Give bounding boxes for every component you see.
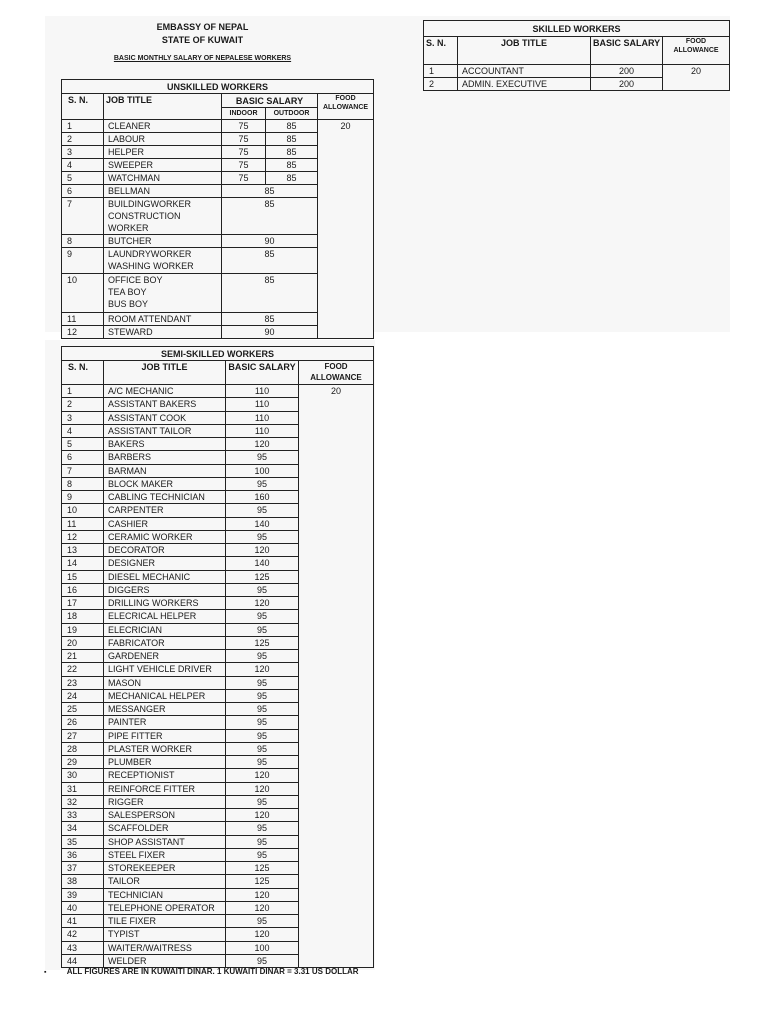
unskilled-sn: 8 xyxy=(62,235,104,248)
semi-salary: 95 xyxy=(226,530,299,543)
semi-sn: 33 xyxy=(62,809,104,822)
semi-salary: 120 xyxy=(226,901,299,914)
semi-job: DRILLING WORKERS xyxy=(104,597,226,610)
semi-sn: 30 xyxy=(62,769,104,782)
unskilled-indoor: 75 xyxy=(222,133,266,146)
semi-salary: 110 xyxy=(226,411,299,424)
semi-job: A/C MECHANIC xyxy=(104,385,226,398)
semi-job: PLUMBER xyxy=(104,756,226,769)
semi-salary: 95 xyxy=(226,583,299,596)
semi-sn: 26 xyxy=(62,716,104,729)
semi-sn: 28 xyxy=(62,742,104,755)
skilled-header-food: FOOD ALLOWANCE xyxy=(663,37,730,65)
semi-sn: 27 xyxy=(62,729,104,742)
semi-salary: 100 xyxy=(226,464,299,477)
unskilled-header-job: JOB TITLE xyxy=(104,94,222,120)
unskilled-workers-table xyxy=(61,79,374,339)
semi-job: STOREKEEPER xyxy=(104,862,226,875)
unskilled-sn: 4 xyxy=(62,159,104,172)
semi-job: PIPE FITTER xyxy=(104,729,226,742)
semi-job: FABRICATOR xyxy=(104,636,226,649)
semi-sn: 40 xyxy=(62,901,104,914)
unskilled-job: BUILDINGWORKER CONSTRUCTION WORKER xyxy=(104,198,222,235)
semi-job: TYPIST xyxy=(104,928,226,941)
skilled-table-title: SKILLED WORKERS xyxy=(424,21,730,37)
semi-header-job: JOB TITLE xyxy=(104,361,226,385)
semi-sn: 39 xyxy=(62,888,104,901)
semi-salary: 95 xyxy=(226,703,299,716)
semi-job: TILE FIXER xyxy=(104,915,226,928)
semi-sn: 17 xyxy=(62,597,104,610)
skilled-food-value: 20 xyxy=(663,65,730,91)
unskilled-food-value: 20 xyxy=(318,120,374,339)
semi-salary: 120 xyxy=(226,928,299,941)
semi-salary: 95 xyxy=(226,504,299,517)
semi-sn: 8 xyxy=(62,477,104,490)
semi-job: SALESPERSON xyxy=(104,809,226,822)
semi-salary: 95 xyxy=(226,822,299,835)
unskilled-job: STEWARD xyxy=(104,326,222,339)
unskilled-sn: 2 xyxy=(62,133,104,146)
unskilled-indoor: 75 xyxy=(222,120,266,133)
unskilled-sn: 5 xyxy=(62,172,104,185)
semi-sn: 25 xyxy=(62,703,104,716)
semi-sn: 35 xyxy=(62,835,104,848)
semi-job: SHOP ASSISTANT xyxy=(104,835,226,848)
semi-job: RECEPTIONIST xyxy=(104,769,226,782)
semi-salary: 125 xyxy=(226,875,299,888)
semi-header-food: FOOD ALLOWANCE xyxy=(299,361,374,385)
semi-job: DIGGERS xyxy=(104,583,226,596)
unskilled-outdoor: 85 xyxy=(266,159,318,172)
semi-salary: 110 xyxy=(226,385,299,398)
unskilled-outdoor: 85 xyxy=(266,172,318,185)
skilled-job: ADMIN. EXECUTIVE xyxy=(458,78,591,91)
unskilled-job: SWEEPER xyxy=(104,159,222,172)
semi-salary: 95 xyxy=(226,915,299,928)
unskilled-header-indoor: INDOOR xyxy=(222,108,266,120)
unskilled-job: BUTCHER xyxy=(104,235,222,248)
semi-sn: 23 xyxy=(62,676,104,689)
semi-salary: 95 xyxy=(226,623,299,636)
semi-sn: 19 xyxy=(62,623,104,636)
semi-job: MASON xyxy=(104,676,226,689)
semi-job: GARDENER xyxy=(104,650,226,663)
unskilled-job: ROOM ATTENDANT xyxy=(104,313,222,326)
skilled-header-sn: S. N. xyxy=(424,37,458,65)
state-title: STATE OF KUWAIT xyxy=(161,35,244,45)
unskilled-outdoor: 85 xyxy=(266,146,318,159)
unskilled-outdoor: 85 xyxy=(266,120,318,133)
skilled-workers-table xyxy=(423,20,730,91)
semi-sn: 18 xyxy=(62,610,104,623)
semi-salary: 95 xyxy=(226,756,299,769)
semi-job: LIGHT VEHICLE DRIVER xyxy=(104,663,226,676)
semi-salary: 120 xyxy=(226,769,299,782)
table-row xyxy=(424,65,730,78)
skilled-header-salary: BASIC SALARY xyxy=(591,37,663,65)
semi-job: WAITER/WAITRESS xyxy=(104,941,226,954)
semi-job: BAKERS xyxy=(104,438,226,451)
semi-job: TECHNICIAN xyxy=(104,888,226,901)
semi-salary: 95 xyxy=(226,848,299,861)
semi-sn: 24 xyxy=(62,689,104,702)
unskilled-job: OFFICE BOY TEA BOY BUS BOY xyxy=(104,274,222,313)
semi-skilled-table-title: SEMI-SKILLED WORKERS xyxy=(62,347,374,361)
semi-salary: 140 xyxy=(226,557,299,570)
semi-job: CERAMIC WORKER xyxy=(104,530,226,543)
semi-salary: 95 xyxy=(226,610,299,623)
semi-salary: 110 xyxy=(226,424,299,437)
unskilled-header-outdoor: OUTDOOR xyxy=(266,108,318,120)
semi-sn: 44 xyxy=(62,954,104,967)
semi-job: CABLING TECHNICIAN xyxy=(104,491,226,504)
semi-skilled-rows xyxy=(62,385,374,968)
semi-salary: 95 xyxy=(226,451,299,464)
semi-sn: 22 xyxy=(62,663,104,676)
semi-job: CASHIER xyxy=(104,517,226,530)
unskilled-sn: 9 xyxy=(62,248,104,274)
semi-salary: 95 xyxy=(226,742,299,755)
semi-sn: 12 xyxy=(62,530,104,543)
unskilled-salary: 85 xyxy=(222,248,318,274)
semi-sn: 9 xyxy=(62,491,104,504)
semi-salary: 120 xyxy=(226,888,299,901)
skilled-sn: 2 xyxy=(424,78,458,91)
unskilled-header-sn: S. N. xyxy=(62,94,104,120)
semi-header-sn: S. N. xyxy=(62,361,104,385)
unskilled-sn: 12 xyxy=(62,326,104,339)
document-subtitle: BASIC MONTHLY SALARY OF NEPALESE WORKERS xyxy=(113,55,292,62)
unskilled-header-food: FOOD ALLOWANCE xyxy=(318,94,374,120)
semi-job: DECORATOR xyxy=(104,544,226,557)
semi-job: WELDER xyxy=(104,954,226,967)
skilled-salary: 200 xyxy=(591,65,663,78)
semi-salary: 95 xyxy=(226,795,299,808)
semi-salary: 95 xyxy=(226,954,299,967)
unskilled-job: LAUNDRYWORKER WASHING WORKER xyxy=(104,248,222,274)
semi-salary: 125 xyxy=(226,862,299,875)
table-row xyxy=(62,120,374,133)
skilled-job: ACCOUNTANT xyxy=(458,65,591,78)
semi-salary: 125 xyxy=(226,570,299,583)
unskilled-sn: 10 xyxy=(62,274,104,313)
semi-job: MECHANICAL HELPER xyxy=(104,689,226,702)
semi-salary: 110 xyxy=(226,398,299,411)
unskilled-salary: 90 xyxy=(222,326,318,339)
semi-job: BARBERS xyxy=(104,451,226,464)
skilled-header-job: JOB TITLE xyxy=(458,37,591,65)
semi-sn: 37 xyxy=(62,862,104,875)
semi-sn: 21 xyxy=(62,650,104,663)
semi-food-value: 20 xyxy=(299,385,374,968)
unskilled-sn: 7 xyxy=(62,198,104,235)
semi-job: ELECRICIAN xyxy=(104,623,226,636)
semi-salary: 125 xyxy=(226,636,299,649)
semi-job: ELECRICAL HELPER xyxy=(104,610,226,623)
semi-salary: 95 xyxy=(226,676,299,689)
unskilled-sn: 3 xyxy=(62,146,104,159)
embassy-title: EMBASSY OF NEPAL xyxy=(156,22,249,32)
semi-sn: 7 xyxy=(62,464,104,477)
semi-job: TELEPHONE OPERATOR xyxy=(104,901,226,914)
semi-job: PAINTER xyxy=(104,716,226,729)
semi-sn: 13 xyxy=(62,544,104,557)
semi-job: BARMAN xyxy=(104,464,226,477)
unskilled-job: BELLMAN xyxy=(104,185,222,198)
unskilled-indoor: 75 xyxy=(222,172,266,185)
semi-salary: 95 xyxy=(226,477,299,490)
semi-salary: 95 xyxy=(226,835,299,848)
semi-sn: 1 xyxy=(62,385,104,398)
semi-job: BLOCK MAKER xyxy=(104,477,226,490)
unskilled-outdoor: 85 xyxy=(266,133,318,146)
semi-sn: 29 xyxy=(62,756,104,769)
semi-sn: 43 xyxy=(62,941,104,954)
semi-salary: 95 xyxy=(226,729,299,742)
semi-salary: 95 xyxy=(226,689,299,702)
semi-job: MESSANGER xyxy=(104,703,226,716)
semi-sn: 34 xyxy=(62,822,104,835)
semi-header-salary: BASIC SALARY xyxy=(226,361,299,385)
semi-salary: 120 xyxy=(226,782,299,795)
unskilled-salary: 85 xyxy=(222,313,318,326)
skilled-sn: 1 xyxy=(424,65,458,78)
unskilled-job: CLEANER xyxy=(104,120,222,133)
semi-job: PLASTER WORKER xyxy=(104,742,226,755)
unskilled-job: WATCHMAN xyxy=(104,172,222,185)
semi-job: TAILOR xyxy=(104,875,226,888)
unskilled-salary: 85 xyxy=(222,198,318,235)
semi-sn: 41 xyxy=(62,915,104,928)
semi-sn: 38 xyxy=(62,875,104,888)
semi-sn: 31 xyxy=(62,782,104,795)
semi-salary: 120 xyxy=(226,438,299,451)
unskilled-sn: 1 xyxy=(62,120,104,133)
semi-sn: 5 xyxy=(62,438,104,451)
semi-job: ASSISTANT BAKERS xyxy=(104,398,226,411)
unskilled-salary: 90 xyxy=(222,235,318,248)
semi-sn: 6 xyxy=(62,451,104,464)
semi-salary: 160 xyxy=(226,491,299,504)
skilled-salary: 200 xyxy=(591,78,663,91)
unskilled-salary: 85 xyxy=(222,274,318,313)
semi-job: CARPENTER xyxy=(104,504,226,517)
semi-salary: 120 xyxy=(226,544,299,557)
semi-sn: 10 xyxy=(62,504,104,517)
semi-sn: 36 xyxy=(62,848,104,861)
semi-job: DIESEL MECHANIC xyxy=(104,570,226,583)
semi-sn: 11 xyxy=(62,517,104,530)
unskilled-indoor: 75 xyxy=(222,159,266,172)
semi-salary: 120 xyxy=(226,809,299,822)
semi-salary: 95 xyxy=(226,716,299,729)
unskilled-sn: 11 xyxy=(62,313,104,326)
unskilled-table-title: UNSKILLED WORKERS xyxy=(62,80,374,94)
semi-sn: 15 xyxy=(62,570,104,583)
unskilled-sn: 6 xyxy=(62,185,104,198)
semi-sn: 4 xyxy=(62,424,104,437)
semi-sn: 20 xyxy=(62,636,104,649)
semi-job: RIGGER xyxy=(104,795,226,808)
table-row xyxy=(62,385,374,398)
semi-job: STEEL FIXER xyxy=(104,848,226,861)
semi-salary: 100 xyxy=(226,941,299,954)
semi-job: REINFORCE FITTER xyxy=(104,782,226,795)
semi-salary: 120 xyxy=(226,597,299,610)
footnote xyxy=(44,967,359,976)
semi-job: ASSISTANT COOK xyxy=(104,411,226,424)
semi-job: ASSISTANT TAILOR xyxy=(104,424,226,437)
unskilled-salary: 85 xyxy=(222,185,318,198)
semi-salary: 95 xyxy=(226,650,299,663)
semi-sn: 16 xyxy=(62,583,104,596)
bullet-icon: ▪ xyxy=(44,969,47,976)
semi-sn: 3 xyxy=(62,411,104,424)
semi-skilled-workers-table xyxy=(61,346,374,968)
semi-sn: 2 xyxy=(62,398,104,411)
semi-salary: 120 xyxy=(226,663,299,676)
unskilled-job: LABOUR xyxy=(104,133,222,146)
semi-salary: 140 xyxy=(226,517,299,530)
semi-job: DESIGNER xyxy=(104,557,226,570)
footnote-text: ALL FIGURES ARE IN KUWAITI DINAR. 1 KUWAITI DINAR = 3.31 US DOLLAR xyxy=(66,967,359,976)
semi-sn: 32 xyxy=(62,795,104,808)
semi-job: SCAFFOLDER xyxy=(104,822,226,835)
unskilled-header-salary: BASIC SALARY xyxy=(222,94,318,108)
semi-sn: 14 xyxy=(62,557,104,570)
unskilled-indoor: 75 xyxy=(222,146,266,159)
semi-sn: 42 xyxy=(62,928,104,941)
unskilled-job: HELPER xyxy=(104,146,222,159)
